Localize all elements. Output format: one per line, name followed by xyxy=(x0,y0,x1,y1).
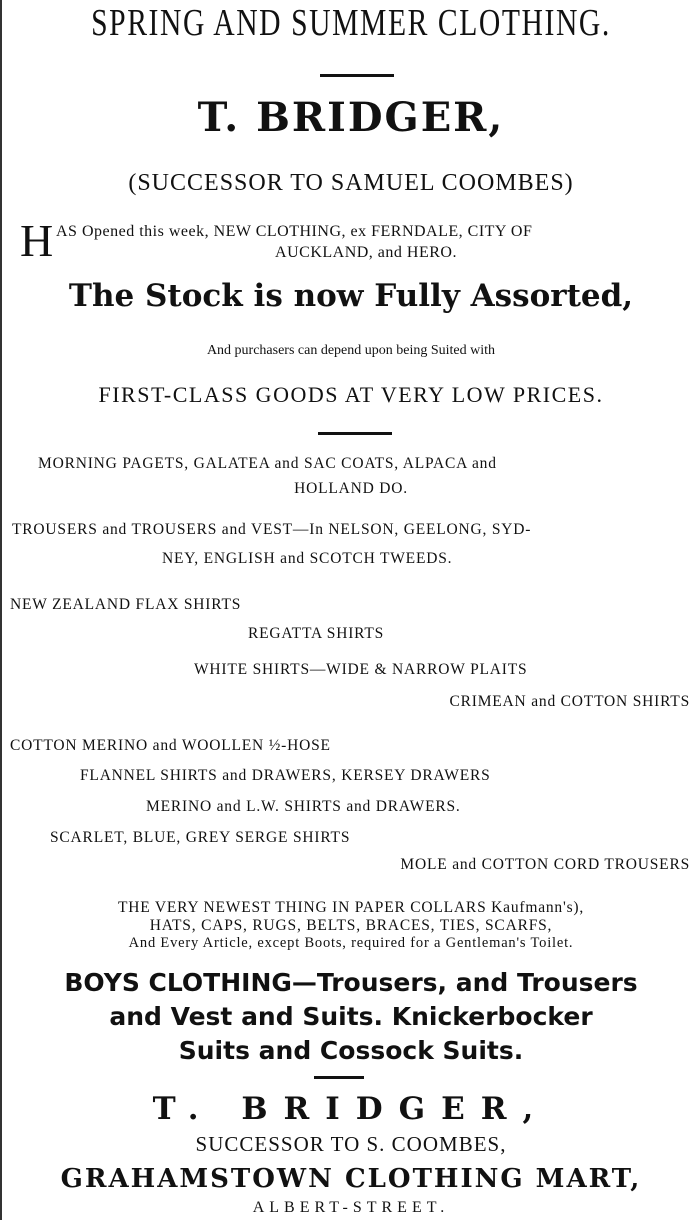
hosiery-line-3: MERINO and L.W. SHIRTS and DRAWERS. xyxy=(146,798,461,815)
trousers-line-1: TROUSERS and TROUSERS and VEST—In NELSON, GEELONG, SYD- xyxy=(12,521,532,538)
shirt-line-2: REGATTA SHIRTS xyxy=(248,625,385,642)
divider-rule xyxy=(314,1076,364,1079)
shirt-line-3: WHITE SHIRTS—WIDE & NARROW PLAITS xyxy=(194,661,528,678)
boys-line-3: Suits and Cossock Suits. xyxy=(178,1036,524,1065)
divider-rule xyxy=(318,432,392,435)
newest-line-3: And Every Article, except Boots, required for a Gentleman's Toilet. xyxy=(128,935,574,951)
stock-line: The Stock is now Fully Assorted, xyxy=(68,278,634,314)
footer-successor: SUCCESSOR TO S. COOMBES, xyxy=(195,1132,507,1156)
hosiery-line-1: COTTON MERINO and WOOLLEN ½-HOSE xyxy=(10,737,331,754)
boys-line-2: and Vest and Suits. Knickerbocker xyxy=(109,1002,593,1031)
hosiery-line-5: MOLE and COTTON CORD TROUSERS xyxy=(400,856,690,873)
newest-line-2: HATS, CAPS, RUGS, BELTS, BRACES, TIES, SCARFS, xyxy=(149,917,553,934)
coats-line-1: MORNING PAGETS, GALATEA and SAC COATS, ALPACA and xyxy=(38,455,497,472)
merchant-name: T. BRIDGER, xyxy=(197,94,505,141)
shirt-line-4: CRIMEAN and COTTON SHIRTS xyxy=(449,693,690,710)
footer-merchant-name: T. BRIDGER, xyxy=(152,1091,550,1127)
intro-dropcap: H xyxy=(20,215,54,266)
trousers-line-2: NEY, ENGLISH and SCOTCH TWEEDS. xyxy=(162,550,453,567)
coats-line-2: HOLLAND DO. xyxy=(294,480,408,497)
hosiery-line-4: SCARLET, BLUE, GREY SERGE SHIRTS xyxy=(50,829,351,846)
footer-mart: GRAHAMSTOWN CLOTHING MART, xyxy=(60,1164,642,1194)
successor-line: (SUCCESSOR TO SAMUEL COOMBES) xyxy=(128,170,574,196)
intro-line-2: AUCKLAND, and HERO. xyxy=(275,244,457,261)
intro-line-1: AS Opened this week, NEW CLOTHING, ex FERNDALE, CITY OF xyxy=(56,223,533,240)
newest-line-1: THE VERY NEWEST THING IN PAPER COLLARS Kaufmann's), xyxy=(117,899,585,916)
boys-line-1: BOYS CLOTHING—Trousers, and Trousers xyxy=(64,968,638,997)
first-class-line: FIRST-CLASS GOODS AT VERY LOW PRICES. xyxy=(98,382,604,407)
purchasers-line: And purchasers can depend upon being Suited with xyxy=(206,343,496,358)
hosiery-line-2: FLANNEL SHIRTS and DRAWERS, KERSEY DRAWERS xyxy=(80,767,491,784)
shirt-line-1: NEW ZEALAND FLAX SHIRTS xyxy=(10,596,242,613)
divider-rule xyxy=(320,74,394,77)
footer-street: ALBERT-STREET. xyxy=(252,1199,450,1216)
advert-heading: SPRING AND SUMMER CLOTHING. xyxy=(91,2,611,44)
